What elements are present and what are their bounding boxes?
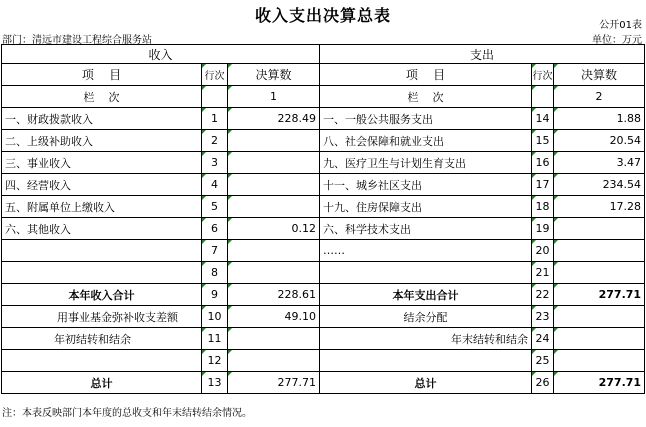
expense-item [320,350,532,372]
income-row-no: 10 [202,306,228,328]
income-item [2,240,202,262]
income-grand-total-amount: 277.71 [228,372,320,394]
table-row [2,240,645,262]
income-column-index: 1 [228,86,320,108]
expense-item: 九、医疗卫生与计划生育支出 [320,152,532,174]
unit-label: 单位：万元 [592,35,642,46]
table-row [2,174,645,196]
expense-amount: 1.88 [554,108,645,130]
income-item: 三、事业收入 [2,152,202,174]
grand-total-row [2,372,645,394]
expense-item: 结余分配 [320,306,532,328]
table-row [2,130,645,152]
expense-amount-header: 决算数 [554,64,645,86]
expense-item-header: 项 目 [320,64,532,86]
income-row-no: 5 [202,196,228,218]
expense-item: 十一、城乡社区支出 [320,174,532,196]
income-column-index-label: 栏 次 [2,86,202,108]
expense-grand-total-amount: 277.71 [554,372,645,394]
expense-amount [554,218,645,240]
income-row-no: 3 [202,152,228,174]
income-row-no: 13 [202,372,228,394]
income-amount [228,350,320,372]
expense-item [320,262,532,284]
form-code: 公开01表 [599,20,642,31]
expense-section-header: 支出 [320,45,645,64]
expense-row-no: 17 [532,174,554,196]
income-row-no: 9 [202,284,228,306]
income-item: 用事业基金弥补收支差额 [2,306,202,328]
department-label: 部门：清远市建设工程综合服务站 [2,35,152,46]
column-index-row [2,86,645,108]
expense-amount: 20.54 [554,130,645,152]
expense-amount [554,262,645,284]
income-amount-header: 决算数 [228,64,320,86]
income-row-no: 4 [202,174,228,196]
income-item [2,350,202,372]
expense-amount [554,350,645,372]
expense-row-no-header: 行次 [532,64,554,86]
table-row [2,218,645,240]
income-item: 四、经营收入 [2,174,202,196]
expense-row-no: 26 [532,372,554,394]
expense-amount: 17.28 [554,196,645,218]
expense-amount [554,240,645,262]
income-item: 一、财政拨款收入 [2,108,202,130]
table-row [2,328,645,350]
expense-item: 八、社会保障和就业支出 [320,130,532,152]
income-row-no: 2 [202,130,228,152]
income-item [2,262,202,284]
income-row-no: 1 [202,108,228,130]
income-year-total-amount: 228.61 [228,284,320,306]
expense-amount: 234.54 [554,174,645,196]
expense-grand-total-label: 总计 [320,372,532,394]
expense-row-no: 23 [532,306,554,328]
expense-amount [554,328,645,350]
expense-item: 六、科学技术支出 [320,218,532,240]
table-row [2,152,645,174]
expense-row-no: 24 [532,328,554,350]
income-amount: 228.49 [228,108,320,130]
report-title: 收入支出决算总表 [254,6,391,25]
expense-year-total-amount: 277.71 [554,284,645,306]
expense-item: 年末结转和结余 [320,328,532,350]
income-item: 六、其他收入 [2,218,202,240]
income-amount [228,240,320,262]
expense-row-no: 19 [532,218,554,240]
expense-row-no: 20 [532,240,554,262]
income-column-index-blank [202,86,228,108]
income-row-no: 7 [202,240,228,262]
income-amount [228,196,320,218]
income-item: 二、上级补助收入 [2,130,202,152]
expense-amount [554,306,645,328]
expense-row-no: 21 [532,262,554,284]
income-row-no-header: 行次 [202,64,228,86]
expense-column-index-label: 栏 次 [320,86,532,108]
income-row-no: 6 [202,218,228,240]
income-item: 年初结转和结余 [2,328,202,350]
income-row-no: 8 [202,262,228,284]
expense-row-no: 22 [532,284,554,306]
expense-row-no: 18 [532,196,554,218]
table-row [2,306,645,328]
table-row [2,350,645,372]
expense-column-index: 2 [554,86,645,108]
expense-row-no: 16 [532,152,554,174]
expense-item: …… [320,240,532,262]
summary-table [1,44,645,394]
table-note: 注：本表反映部门本年度的总收支和年末结转结余情况。 [2,408,252,419]
expense-item: 十九、住房保障支出 [320,196,532,218]
income-item-header: 项 目 [2,64,202,86]
expense-item: 一、一般公共服务支出 [320,108,532,130]
table-row [2,262,645,284]
income-amount [228,328,320,350]
income-amount [228,130,320,152]
expense-row-no: 14 [532,108,554,130]
expense-column-index-blank [532,86,554,108]
income-section-header: 收入 [2,45,320,64]
expense-row-no: 15 [532,130,554,152]
section-header-row [2,45,645,64]
column-header-row [2,64,645,86]
income-amount [228,174,320,196]
income-grand-total-label: 总计 [2,372,202,394]
expense-year-total-label: 本年支出合计 [320,284,532,306]
income-row-no: 12 [202,350,228,372]
income-row-no: 11 [202,328,228,350]
income-amount: 49.10 [228,306,320,328]
income-amount: 0.12 [228,218,320,240]
year-total-row [2,284,645,306]
income-item: 五、附属单位上缴收入 [2,196,202,218]
expense-amount: 3.47 [554,152,645,174]
table-row [2,108,645,130]
income-amount [228,262,320,284]
expense-row-no: 25 [532,350,554,372]
table-row [2,196,645,218]
income-year-total-label: 本年收入合计 [2,284,202,306]
income-amount [228,152,320,174]
